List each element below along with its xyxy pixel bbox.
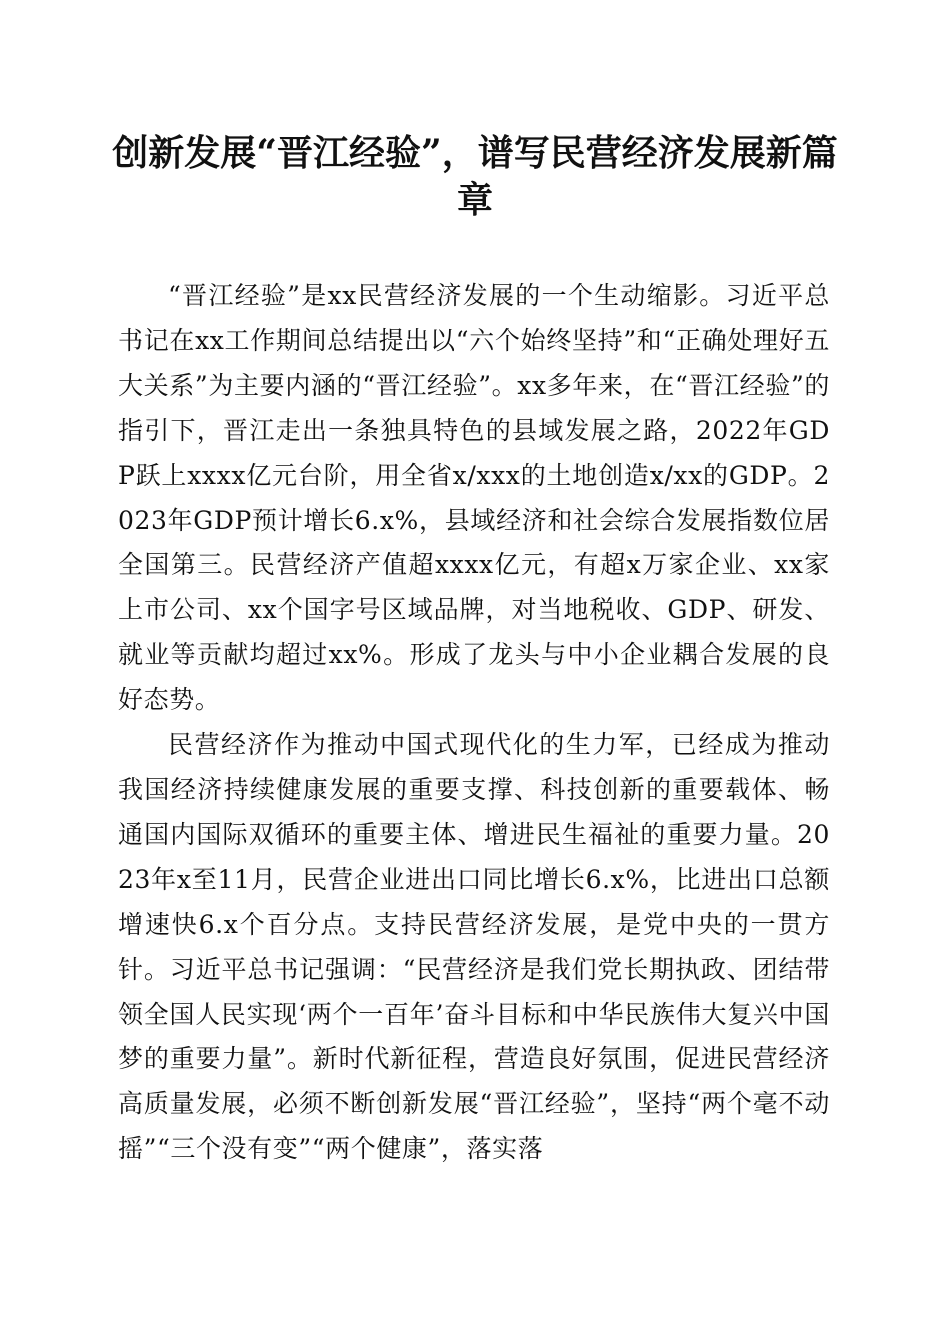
paragraph-2: 民营经济作为推动中国式现代化的生力军，已经成为推动我国经济持续健康发展的重要支撑、科技创新的重要载体、畅通国内国际双循环的重要主体、增进民生福祉的重要力量。2023年x至11月，民营企业进出口同比增长6.x%，比进出口总额增速快6.x个百分点。支持民营经济发展，是党中央的一贯方针。习近平总书记强调：“民营经济是我们党长期执政、团结带领全国人民实现‘两个一百年’奋斗目标和中华民族伟大复兴中国梦的重要力量”。新时代新征程，营造良好氛围，促进民营经济高质量发展，必须不断创新发展“晋江经验”，坚持“两个毫不动摇”“三个没有变”“两个健康”，落实落 — [118, 730, 830, 1164]
document-body — [118, 274, 830, 1172]
document-title: 创新发展“晋江经验”，谱写民营经济发展新篇章 — [112, 132, 838, 221]
paragraph-1: “晋江经验”是xx民营经济发展的一个生动缩影。习近平总书记在xx工作期间总结提出以“六个始终坚持”和“正确处理好五大关系”为主要内涵的“晋江经验”。xx多年来，在“晋江经验”的指引下，晋江走出一条独具特色的县域发展之路，2022年GDP跃上xxxx亿元台阶，用全省x/xxx的土地创造x/xx的GDP。2023年GDP预计增长6.x%，县域经济和社会综合发展指数位居全国第三。民营经济产值超xxxx亿元，有超x万家企业、xx家上市公司、xx个国字号区域品牌，对当地税收、GDP、研发、就业等贡献均超过xx%。形成了龙头与中小企业耦合发展的良好态势。 — [118, 281, 830, 715]
